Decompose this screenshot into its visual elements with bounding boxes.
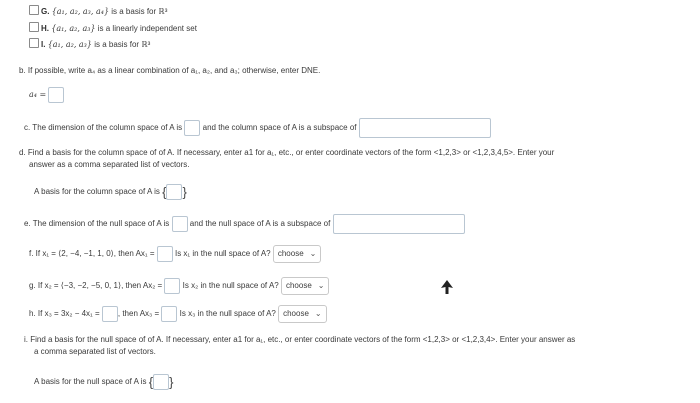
chevron-down-icon: ⌄ xyxy=(317,281,325,290)
a4-answer-input[interactable] xyxy=(48,87,64,103)
checkbox-h[interactable] xyxy=(29,22,39,32)
part-i-line1: i. Find a basis for the null space of of A. If necessary, enter a1 for a₁, etc., or enter coordinate vectors of the form <1,2,3> or <1,2,3,4>. Enter your answer as xyxy=(24,335,576,344)
brace-close: } xyxy=(169,374,174,390)
x2-null-space-select[interactable] xyxy=(281,277,330,295)
a4-label: a₄ = xyxy=(29,90,47,100)
null-basis-label: A basis for the null space of A is xyxy=(34,377,147,387)
part-h-question: Is x₃ in the null space of A? xyxy=(179,309,276,319)
part-f-row xyxy=(29,245,321,263)
part-c-row xyxy=(24,118,491,138)
part-g-row xyxy=(29,277,329,295)
option-text: is a basis for ℝ³ xyxy=(109,7,168,16)
part-d-line1: d. Find a basis for the column space of of A. If necessary, enter a1 for a₁, etc., or enter coordinate vectors of the form <1,2,3> or <1,2,3,4,5>. Enter your xyxy=(19,148,555,157)
part-i-line2: a comma separated list of vectors. xyxy=(34,347,156,356)
part-g-prompt: g. If x₂ = ⟨−3, −2, −5, 0, 1⟩, then Ax₂ = xyxy=(29,281,163,291)
brace-open: { xyxy=(148,374,154,390)
part-f-prompt: f. If x₁ = ⟨2, −4, −1, 1, 0⟩, then Ax₁ = xyxy=(29,249,155,259)
brace-close: } xyxy=(182,184,187,200)
option-math: {a₁, a₂, a₃} xyxy=(47,40,92,49)
null-basis-input[interactable] xyxy=(153,374,169,390)
option-math: {a₁, a₂, a₃, a₄} xyxy=(51,7,110,16)
col-space-dimension-input[interactable] xyxy=(184,120,200,136)
select-value: choose xyxy=(277,249,304,258)
part-d-line2: answer as a comma separated list of vectors. xyxy=(29,160,190,169)
col-space-subspace-input[interactable] xyxy=(359,118,491,138)
part-c-prompt-b: and the column space of A is a subspace of xyxy=(202,123,357,133)
brace-open: { xyxy=(162,184,167,200)
chevron-down-icon: ⌄ xyxy=(309,249,317,258)
select-value: choose xyxy=(285,281,312,290)
part-b-row xyxy=(29,87,64,103)
chevron-down-icon: ⌄ xyxy=(314,309,322,318)
x3-null-space-select[interactable] xyxy=(278,305,327,323)
part-e-prompt-b: and the null space of A is a subspace of xyxy=(189,219,331,229)
ax2-input[interactable] xyxy=(164,278,180,294)
option-h[interactable] xyxy=(29,22,197,33)
option-letter: I. xyxy=(41,40,46,49)
option-g[interactable] xyxy=(29,5,167,16)
part-b-prompt: b. If possible, write a₄ as a linear combination of a₁, a₂, and a₃; otherwise, enter DNE. xyxy=(19,66,321,75)
part-i-basis-row xyxy=(34,374,173,390)
null-space-dimension-input[interactable] xyxy=(172,216,188,232)
part-f-question: Is x₁ in the null space of A? xyxy=(174,249,271,259)
option-i[interactable] xyxy=(29,38,150,49)
part-e-row xyxy=(24,214,465,234)
mouse-pointer-icon xyxy=(441,280,453,294)
part-h-prompt-a: h. If x₃ = 3x₂ − 4x₁ = xyxy=(29,309,100,319)
ax1-input[interactable] xyxy=(157,246,173,262)
part-d-basis-row xyxy=(34,184,187,200)
part-c-prompt-a: c. The dimension of the column space of A is xyxy=(24,123,183,133)
option-letter: H. xyxy=(41,24,49,33)
x1-null-space-select[interactable] xyxy=(273,245,322,263)
col-basis-input[interactable] xyxy=(166,184,182,200)
option-text: is a linearly independent set xyxy=(95,24,197,33)
part-g-question: Is x₂ in the null space of A? xyxy=(182,281,279,291)
part-e-prompt-a: e. The dimension of the null space of A is xyxy=(24,219,170,229)
select-value: choose xyxy=(283,309,309,318)
checkbox-i[interactable] xyxy=(29,38,39,48)
option-text: is a basis for ℝ³ xyxy=(91,40,151,49)
ax3-input[interactable] xyxy=(161,306,177,322)
part-h-row xyxy=(29,305,327,323)
x3-input[interactable] xyxy=(102,306,118,322)
option-math: {a₁, a₂, a₃} xyxy=(51,24,96,33)
part-h-prompt-b: , then Ax₃ = xyxy=(117,309,160,319)
option-letter: G. xyxy=(41,7,50,16)
null-space-subspace-input[interactable] xyxy=(333,214,465,234)
checkbox-g[interactable] xyxy=(29,5,39,15)
col-basis-label: A basis for the column space of A is xyxy=(34,187,160,197)
